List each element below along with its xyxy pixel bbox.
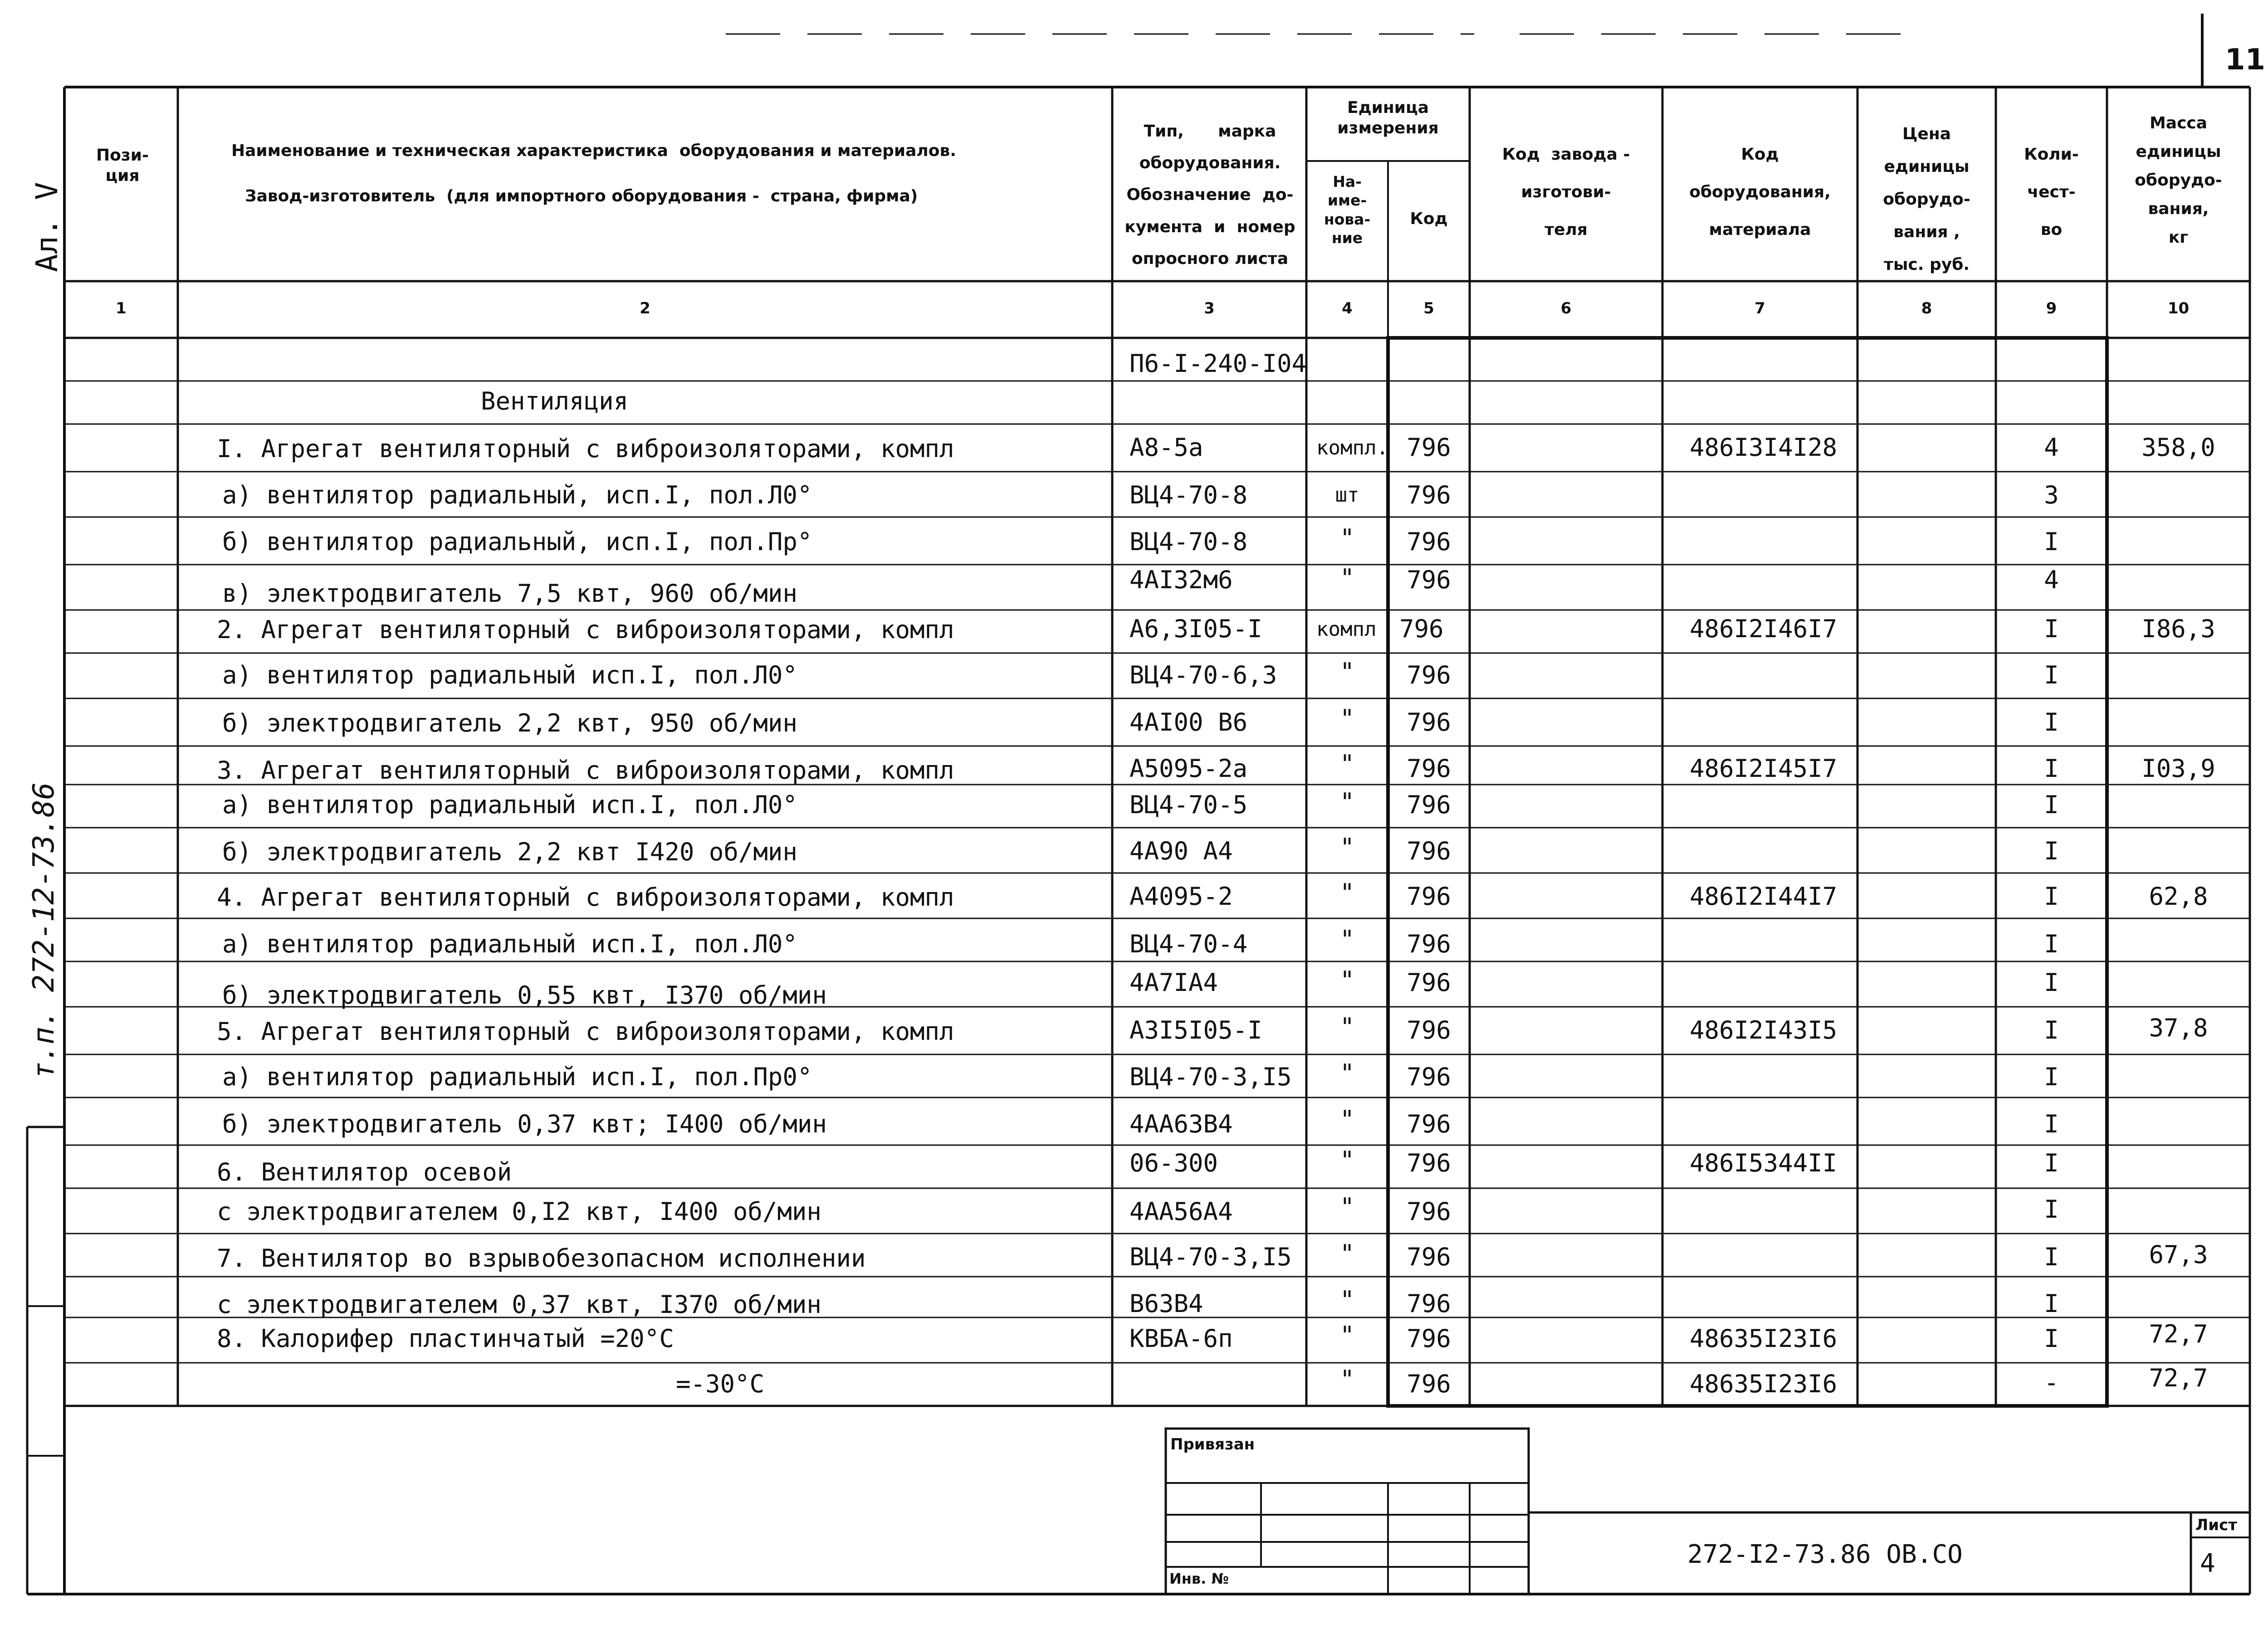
row-code: 796 [1399, 615, 1444, 643]
row-name: а) вентилятор радиальный исп.I, пол.Л0° [222, 930, 797, 958]
row-code: 796 [1407, 527, 1451, 556]
row-unit: " [1339, 1239, 1355, 1268]
row-code: 796 [1407, 882, 1451, 911]
colnum-3: 3 [1204, 299, 1215, 317]
row-unit: " [1339, 925, 1355, 954]
row-mass: 72,7 [2149, 1364, 2208, 1392]
row-code: 796 [1407, 1243, 1451, 1271]
row-code: 796 [1407, 481, 1451, 509]
row-qty: I [2044, 1110, 2059, 1138]
row-qty: I [2044, 615, 2059, 643]
row-code: 796 [1407, 930, 1451, 958]
row-eqcode: 486I2I44I7 [1690, 882, 1838, 911]
row-unit: " [1339, 966, 1355, 995]
row-code: 796 [1407, 433, 1451, 462]
row-mass: 62,8 [2149, 882, 2208, 911]
row-unit: " [1339, 704, 1355, 733]
row-unit: " [1339, 524, 1355, 552]
colnum-8: 8 [1921, 299, 1932, 317]
row-code: 796 [1407, 1016, 1451, 1044]
row-mass: 358,0 [2141, 433, 2215, 462]
colnum-10: 10 [2167, 299, 2190, 317]
row-unit: шт [1335, 483, 1359, 507]
row-type: ВЦ4-70-6,3 [1129, 661, 1277, 689]
row-code: 796 [1407, 1324, 1451, 1353]
row-code: 796 [1407, 1197, 1451, 1226]
row-code: 796 [1407, 708, 1451, 737]
row-type: ВЦ4-70-3,I5 [1129, 1243, 1292, 1271]
row-name: б) вентилятор радиальный, исп.I, пол.Пр° [222, 527, 812, 556]
row-type: А8-5а [1129, 433, 1203, 462]
row-name: 8. Калорифер пластинчатый =20°С [217, 1324, 674, 1353]
row-type: 4АI00 В6 [1129, 708, 1248, 737]
row-mass: I86,3 [2141, 615, 2215, 643]
row-qty: I [2044, 790, 2059, 819]
row-qty: I [2044, 930, 2059, 958]
row-unit: " [1339, 1365, 1355, 1394]
row-qty: 4 [2044, 566, 2059, 594]
header-unit-code: Код [1410, 210, 1448, 228]
row-code: 796 [1407, 837, 1451, 865]
row-unit: " [1339, 1059, 1355, 1088]
row-eqcode: 486I2I46I7 [1690, 615, 1838, 643]
row-eqcode: 486I2I45I7 [1690, 754, 1838, 783]
row-type: ВЦ4-70-3,I5 [1129, 1063, 1292, 1091]
row-name: 5. Агрегат вентиляторный с виброизоляторами, компл [217, 1017, 954, 1046]
row-name: I. Агрегат вентиляторный с виброизоляторами, компл [217, 434, 954, 463]
row-eqcode: 486I3I4I28 [1690, 433, 1838, 462]
row-unit: " [1339, 1321, 1355, 1350]
row-name: а) вентилятор радиальный исп.I, пол.Пр0° [222, 1063, 812, 1091]
row-name: б) электродвигатель 0,55 квт, I370 об/мин [222, 981, 827, 1010]
row-name: 2. Агрегат вентиляторный с виброизоляторами, компл [217, 615, 954, 644]
row-unit: " [1339, 1105, 1355, 1134]
row-name: =-30°С [676, 1370, 765, 1398]
row-eqcode: 486I5344II [1690, 1149, 1838, 1177]
row-name: б) электродвигатель 2,2 квт I420 об/мин [222, 838, 797, 866]
row-unit: " [1339, 750, 1355, 778]
row-unit: " [1339, 658, 1355, 686]
row-name: с электродвигателем 0,I2 квт, I400 об/мин [217, 1197, 821, 1226]
row-qty: I [2044, 837, 2059, 865]
row-name: 6. Вентилятор осевой [217, 1158, 512, 1186]
row-unit: " [1339, 1193, 1355, 1221]
row-name: а) вентилятор радиальный исп.I, пол.Л0° [222, 661, 797, 689]
header-unit-name: На- име- нова- ние [1324, 173, 1371, 247]
row-type: 4АА63В4 [1129, 1110, 1233, 1138]
row-eqcode: 48635I23I6 [1690, 1324, 1838, 1353]
row-qty: - [2044, 1368, 2059, 1397]
row-type: А3I5I05-I [1129, 1016, 1262, 1044]
row-type: А4095-2 [1129, 882, 1233, 911]
row-type: 4А7IА4 [1129, 968, 1218, 997]
row-type: А6,3I05-I [1129, 615, 1262, 643]
row-type: ВЦ4-70-4 [1129, 930, 1248, 958]
colnum-4: 4 [1342, 299, 1353, 317]
colnum-1: 1 [116, 299, 127, 317]
colnum-5: 5 [1423, 299, 1434, 317]
row-name: б) электродвигатель 2,2 квт, 950 об/мин [222, 709, 797, 737]
row-type: 4А90 А4 [1129, 837, 1233, 865]
row-type: КВБА-6п [1129, 1324, 1233, 1353]
row-name: Вентиляция [481, 387, 629, 415]
row-unit: " [1339, 564, 1355, 592]
row-unit: компл. [1316, 436, 1388, 459]
row-unit: " [1339, 1286, 1355, 1314]
row-name: с электродвигателем 0,37 квт, I370 об/мин [217, 1290, 821, 1319]
row-qty: I [2044, 708, 2059, 737]
header-name-line2: Завод-изготовитель (для импортного оборудования - страна, фирма) [245, 187, 918, 205]
row-qty: I [2044, 1149, 2059, 1177]
colnum-9: 9 [2046, 299, 2057, 317]
row-qty: I [2044, 1243, 2059, 1271]
sheet-code-left: Ал. V [29, 182, 64, 272]
row-name: в) электродвигатель 7,5 квт, 960 об/мин [222, 579, 797, 608]
row-code: 796 [1407, 968, 1451, 997]
page-number: 11 [2225, 43, 2266, 77]
row-qty: 3 [2044, 481, 2059, 509]
row-name: а) вентилятор радиальный, исп.I, пол.Л0° [222, 481, 812, 509]
header-quantity: Коли- чест- во [2024, 145, 2079, 239]
row-unit: " [1339, 1146, 1355, 1175]
row-mass: I03,9 [2141, 754, 2215, 783]
header-mass: Масса единицы оборудо- вания, кг [2135, 114, 2222, 247]
row-type: П6-I-240-I04 [1129, 349, 1307, 378]
row-code: 796 [1407, 1063, 1451, 1091]
row-qty: I [2044, 527, 2059, 556]
row-qty: I [2044, 754, 2059, 783]
row-type: ВЦ4-70-5 [1129, 790, 1248, 819]
row-name: а) вентилятор радиальный исп.I, пол.Л0° [222, 790, 797, 819]
row-code: 796 [1407, 661, 1451, 689]
row-qty: I [2044, 1324, 2059, 1353]
header-name-line1: Наименование и техническая характеристика оборудования и материалов. [231, 141, 956, 160]
row-type: 4АI32м6 [1129, 566, 1233, 594]
colnum-2: 2 [640, 299, 650, 317]
row-code: 796 [1407, 1289, 1451, 1318]
row-mass: 72,7 [2149, 1320, 2208, 1348]
row-code: 796 [1407, 790, 1451, 819]
row-type: 4АА56А4 [1129, 1197, 1233, 1226]
row-unit: компл [1316, 618, 1377, 641]
header-unit-group: Единица измерения [1337, 98, 1439, 137]
row-name: б) электродвигатель 0,37 квт; I400 об/мин [222, 1110, 827, 1138]
stamp-bound-label: Привязан [1170, 1435, 1255, 1454]
row-type: 06-300 [1129, 1149, 1218, 1177]
colnum-6: 6 [1560, 299, 1572, 317]
colnum-7: 7 [1755, 299, 1765, 317]
row-unit: " [1339, 1013, 1355, 1041]
row-eqcode: 486I2I43I5 [1690, 1016, 1838, 1044]
stamp-sheet-label: Лист [2195, 1516, 2237, 1534]
row-code: 796 [1407, 1110, 1451, 1138]
row-qty: I [2044, 1063, 2059, 1091]
row-type: А5095-2а [1129, 754, 1248, 783]
row-mass: 67,3 [2149, 1240, 2208, 1269]
row-qty: I [2044, 882, 2059, 911]
row-code: 796 [1407, 754, 1451, 783]
row-name: 7. Вентилятор во взрывобезопасном исполнении [217, 1244, 866, 1273]
row-qty: I [2044, 1289, 2059, 1318]
row-code: 796 [1407, 1370, 1451, 1398]
row-type: ВЦ4-70-8 [1129, 527, 1248, 556]
stamp-sheet-number: 4 [2200, 1549, 2215, 1578]
row-name: 4. Агрегат вентиляторный с виброизоляторами, компл [217, 883, 954, 912]
row-eqcode: 48635I23I6 [1690, 1370, 1838, 1398]
row-name: 3. Агрегат вентиляторный с виброизоляторами, компл [217, 756, 954, 785]
row-qty: 4 [2044, 433, 2059, 462]
header-equipment-code: Код оборудования, материала [1689, 145, 1831, 239]
header-type: Тип, марка оборудования. Обозначение до- кумента и номер опросного листа [1124, 122, 1295, 268]
row-code: 796 [1407, 566, 1451, 594]
header-price: Цена единицы оборудо- вания , тыс. руб. [1883, 125, 1970, 274]
row-unit: " [1339, 788, 1355, 816]
stamp-doc-code: 272-I2-73.86 ОВ.СО [1687, 1540, 1963, 1569]
row-type: В63В4 [1129, 1289, 1203, 1318]
row-mass: 37,8 [2149, 1014, 2208, 1042]
row-qty: I [2044, 1016, 2059, 1044]
row-qty: I [2044, 968, 2059, 997]
row-qty: I [2044, 661, 2059, 689]
side-vertical-text: т.п. 272-12-73.86 [27, 782, 61, 1079]
row-qty: I [2044, 1195, 2059, 1224]
row-unit: " [1339, 878, 1355, 907]
row-unit: " [1339, 833, 1355, 862]
row-type: ВЦ4-70-8 [1129, 481, 1248, 509]
row-code: 796 [1407, 1149, 1451, 1177]
header-position: Пози- ция [96, 146, 149, 185]
stamp-inv-label: Инв. № [1169, 1570, 1229, 1587]
header-factory-code: Код завода - изготови- теля [1502, 145, 1630, 239]
